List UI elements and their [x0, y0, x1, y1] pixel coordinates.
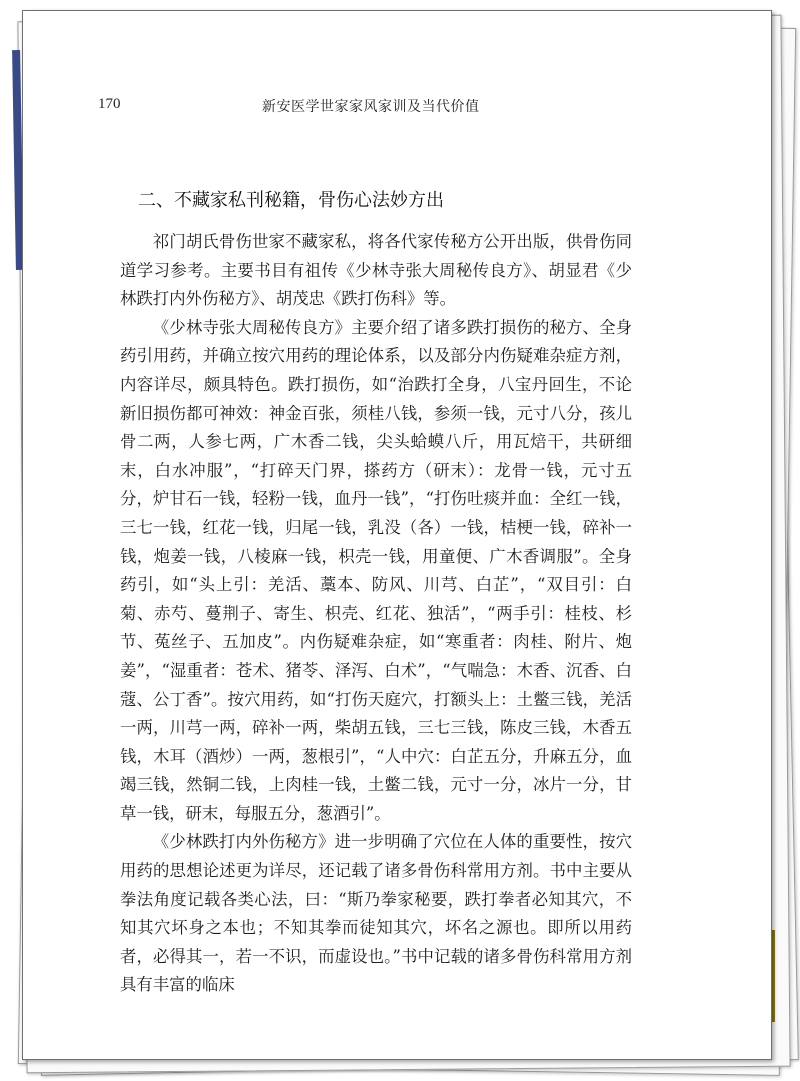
paragraph: 《少林寺张大周秘传良方》主要介绍了诸多跌打损伤的秘方、全身药引用药，并确立按穴用药的理论体系，以及部分内伤疑难杂症方剂，内容详尽，颇具特色。跌打损伤，如“治跌打全身，八宝丹回生，不论新旧损伤都可神效：神金百张，须桂八钱，参须一钱，元寸八分，孩儿骨二两，人参七两，广木香二钱，尖头蛤蟆八斤，用瓦焙干，共研细末，白水冲服”，“打碎天门界，搽药方（研末）：龙骨一钱，元寸五分，炉甘石一钱，轻粉一钱，血丹一钱”，“打伤吐痰并血：全红一钱，三七一钱，红花一钱，归尾一钱，乳没（各）一钱，桔梗一钱，碎补一钱，炮姜一钱，八棱麻一钱，枳壳一钱，用童便、广木香调服”。全身药引，如“头上引：羌活、藁本、防风、川芎、白芷”，“双目引：白菊、赤芍、蔓荆子、寄生、枳壳、红花、独活”，“两手引：桂枝、杉节、菟丝子、五加皮”。内伤疑难杂症，如“寒重者：肉桂、附片、炮姜”，“湿重者：苍术、猪苓、泽泻、白术”，“气喘急：木香、沉香、白蔻、公丁香”。按穴用药，如“打伤天庭穴，打额头上：土鳖三钱，羌活一两，川芎一两，碎补一两，柴胡五钱，三七三钱，陈皮三钱，木香五钱，木耳（酒炒）一两，葱根引”，“人中穴：白芷五分，升麻五分，血竭三钱，然铜二钱，上肉桂一钱，土鳖二钱，元寸一分，冰片一分，甘草一钱，研末，每服五分，葱酒引”。 [120, 317, 632, 823]
running-title: 新安医学世家家风家训及当代价值 [262, 99, 480, 115]
section-heading: 二、不藏家私刊秘籍，骨伤心法妙方出 [138, 190, 444, 211]
page-number: 170 [98, 96, 121, 112]
running-head [98, 96, 658, 116]
paragraph: 祁门胡氏骨伤世家不藏家私，将各代家传秘方公开出版，供骨伤同道学习参考。主要书目有祖传《少林寺张大周秘传良方》、胡显君《少林跌打内外伤秘方》、胡茂忠《跌打伤科》等。 [120, 232, 632, 309]
paragraph: 《少林跌打内外伤秘方》进一步明确了穴位在人体的重要性，按穴用药的思想论述更为详尽，还记载了诸多骨伤科常用方剂。书中主要从拳法角度记载各类心法，曰：“斯乃拳家秘要，跌打拳者必知其穴，不知其穴坏身之本也；不知其拳而徒知其穴，坏名之源也。即所以用药者，必得其一，若一不识，而虚设也。”书中记载的诸多骨伤科常用方剂具有丰富的临床 [120, 832, 632, 995]
body-text [120, 228, 632, 1000]
